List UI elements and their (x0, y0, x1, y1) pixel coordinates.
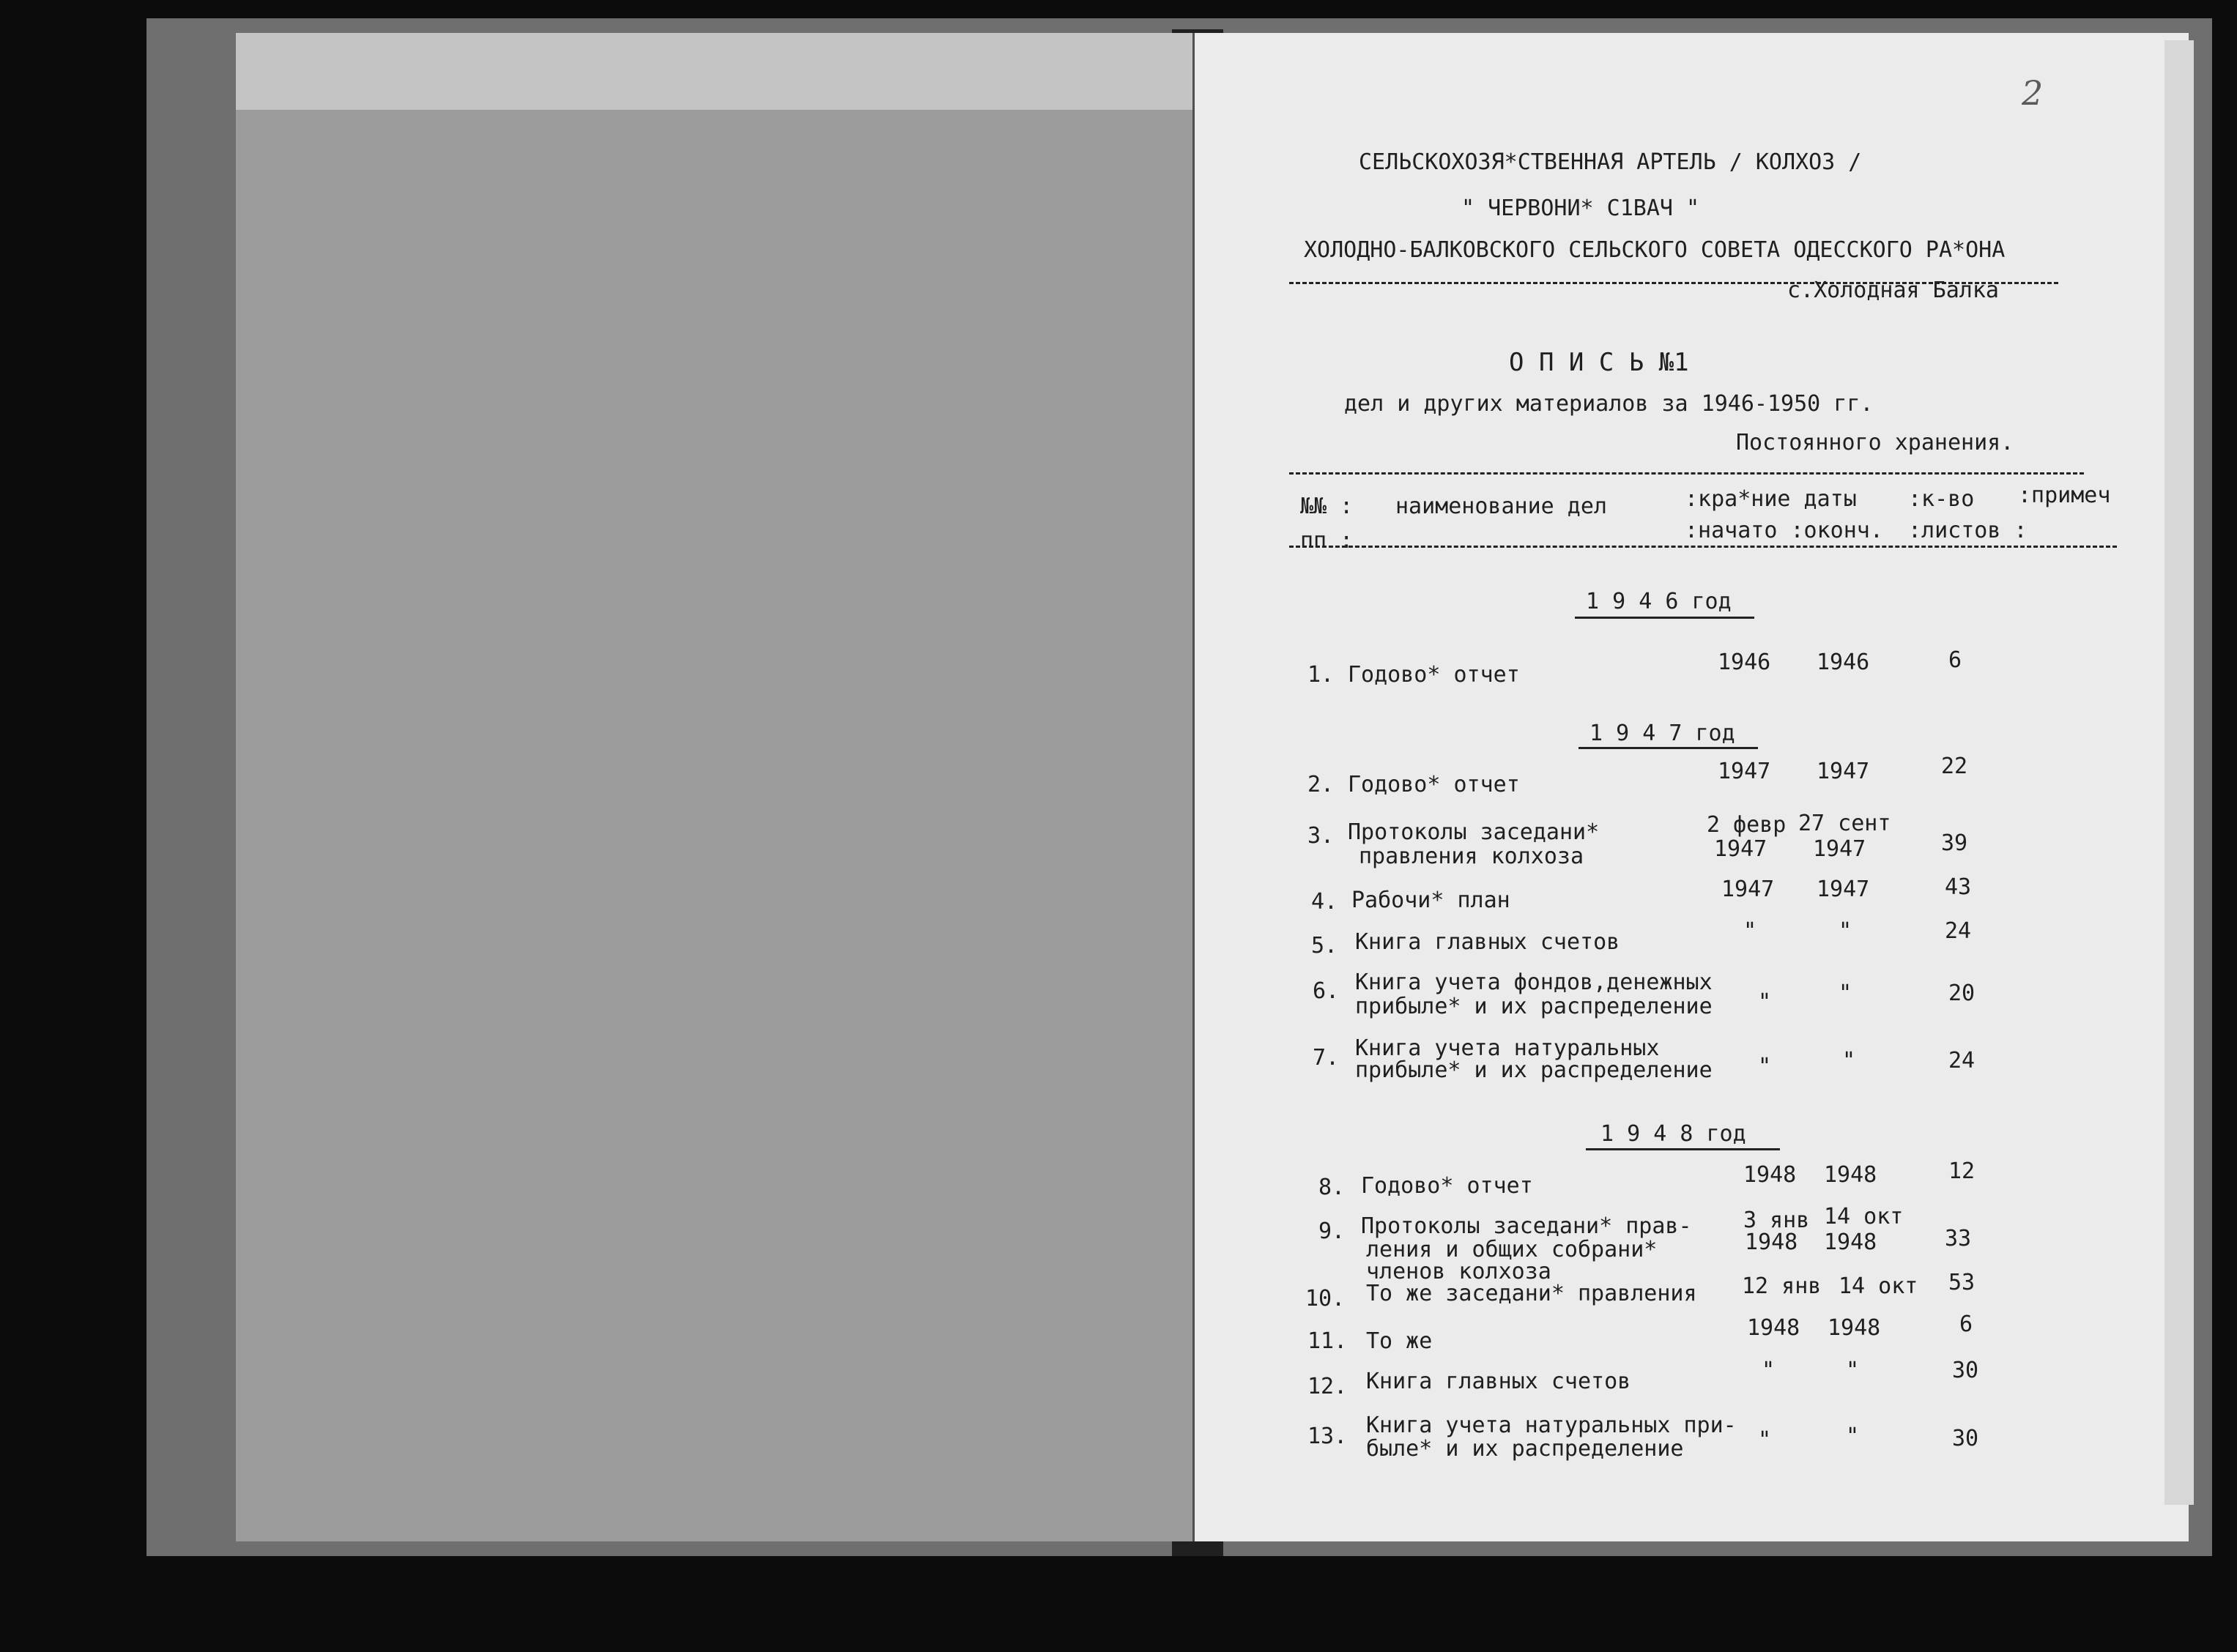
year-1947-underline (1578, 747, 1758, 749)
row-9-start-2: 1948 (1745, 1229, 1798, 1255)
col-sheets-subheader: :листов : (1908, 518, 2028, 543)
row-2-sheets: 22 (1941, 754, 1968, 779)
row-3-end-2: 1947 (1813, 836, 1866, 862)
col-dates-header: :кра*ние даты (1685, 486, 1857, 512)
header-line-2: " ЧЕРВОНИ* С1ВАЧ " (1461, 196, 1700, 221)
row-3-start-2: 1947 (1714, 836, 1767, 862)
row-10-name: То же заседани* правления (1366, 1281, 1697, 1306)
row-7-num: 7. (1313, 1045, 1340, 1071)
row-8-num: 8. (1318, 1175, 1346, 1200)
row-2-end: 1947 (1817, 759, 1870, 784)
row-9-sheets: 33 (1945, 1226, 1972, 1251)
row-6-num: 6. (1313, 978, 1340, 1004)
row-11-name: То же (1366, 1328, 1433, 1354)
village-name: с.Холодная Балка (1787, 278, 1999, 303)
col-name-header: наименование дел (1395, 494, 1607, 519)
row-7-sheets: 24 (1948, 1048, 1976, 1074)
row-12-end: " (1846, 1358, 1860, 1383)
inventory-subtitle: дел и других материалов за 1946-1950 гг. (1344, 391, 1874, 417)
row-9-name-2: ления и общих собрани* (1366, 1237, 1658, 1262)
page-number: 2 (2022, 73, 2044, 113)
row-5-num: 5. (1311, 933, 1338, 959)
row-11-start: 1948 (1747, 1315, 1800, 1341)
col-sheets-header: :к-во (1908, 486, 1975, 512)
row-5-sheets: 24 (1945, 918, 1972, 944)
row-9-name: Протоколы заседани* прав- (1361, 1213, 1692, 1239)
row-5-start: " (1743, 918, 1757, 944)
row-7-end: " (1842, 1048, 1856, 1074)
row-4-name: Рабочи* план (1351, 888, 1510, 913)
row-3-end: 27 сент (1798, 811, 1891, 836)
row-11-num: 11. (1307, 1328, 1348, 1354)
year-1946-underline (1575, 617, 1754, 619)
row-9-num: 9. (1318, 1218, 1346, 1244)
row-5-name: Книга главных счетов (1355, 929, 1620, 955)
header-line-3: ХОЛОДНО-БАЛКОВСКОГО СЕЛЬСКОГО СОВЕТА ОДЕССКОГО РА*ОНА (1304, 237, 2006, 263)
row-12-name: Книга главных счетов (1366, 1369, 1631, 1394)
row-9-end-2: 1948 (1824, 1229, 1877, 1255)
page-edges (2164, 40, 2194, 1505)
year-1948-underline (1586, 1148, 1780, 1150)
row-13-end: " (1846, 1424, 1860, 1449)
table-header-rule (1289, 546, 2117, 548)
row-4-num: 4. (1311, 889, 1338, 915)
row-11-sheets: 6 (1959, 1311, 1973, 1337)
year-1948-heading: 1 9 4 8 год (1600, 1121, 1746, 1147)
row-11-end: 1948 (1828, 1315, 1881, 1341)
row-4-start: 1947 (1721, 877, 1775, 902)
row-6-end: " (1839, 981, 1852, 1006)
row-7-start: " (1758, 1054, 1772, 1079)
row-13-sheets: 30 (1952, 1426, 1979, 1451)
col-num-header-2: пп : (1300, 528, 1354, 554)
row-8-end: 1948 (1824, 1162, 1877, 1188)
year-1947-heading: 1 9 4 7 год (1589, 721, 1735, 746)
row-12-start: " (1762, 1358, 1776, 1383)
row-7-name: Книга учета натуральных (1355, 1035, 1660, 1061)
row-3-num: 3. (1307, 823, 1335, 849)
year-1946-heading: 1 9 4 6 год (1586, 589, 1732, 614)
row-9-name-3: членов колхоза (1366, 1259, 1551, 1284)
row-13-num: 13. (1307, 1424, 1348, 1449)
row-4-end: 1947 (1817, 877, 1870, 902)
row-10-num: 10. (1305, 1286, 1346, 1311)
row-6-name-2: прибыле* и их распределение (1355, 994, 1713, 1019)
row-13-start: " (1758, 1427, 1772, 1453)
col-num-header: №№ : (1300, 494, 1354, 519)
header-line-1: СЕЛЬСКОХОЗЯ*СТВЕННАЯ АРТЕЛЬ / КОЛХОЗ / (1359, 149, 1862, 175)
row-6-name: Книга учета фондов,денежных (1355, 970, 1713, 995)
row-1-start: 1946 (1718, 650, 1771, 675)
row-12-num: 12. (1307, 1374, 1348, 1399)
row-8-name: Годово* отчет (1361, 1173, 1533, 1199)
row-6-start: " (1758, 989, 1772, 1015)
blank-left-page (236, 33, 1203, 1541)
row-4-sheets: 43 (1945, 874, 1972, 900)
left-page-top-strip (236, 33, 1203, 110)
storage-type: Постоянного хранения. (1736, 430, 2014, 455)
row-12-sheets: 30 (1952, 1358, 1979, 1383)
row-10-sheets: 53 (1948, 1270, 1976, 1295)
table-top-rule (1289, 472, 2084, 475)
row-8-sheets: 12 (1948, 1158, 1976, 1184)
row-6-sheets: 20 (1948, 981, 1976, 1006)
row-1-name: Годово* отчет (1348, 662, 1520, 688)
row-3-name: Протоколы заседани* (1348, 819, 1600, 845)
inventory-heading: О П И С Ь №1 (1509, 348, 1689, 377)
row-3-start: 2 февр (1707, 812, 1787, 838)
row-2-start: 1947 (1718, 759, 1771, 784)
row-9-start: 3 янв (1743, 1208, 1810, 1233)
row-10-end: 14 окт (1839, 1273, 1918, 1299)
row-13-name-2: быле* и их распределение (1366, 1436, 1684, 1462)
row-1-sheets: 6 (1948, 647, 1962, 673)
row-9-end: 14 окт (1824, 1204, 1904, 1229)
row-7-name-2: прибыле* и их распределение (1355, 1057, 1713, 1083)
col-dates-subheader: :начато :оконч. (1685, 518, 1883, 543)
row-3-sheets: 39 (1941, 830, 1968, 856)
row-3-name-2: правления колхоза (1359, 844, 1584, 869)
row-1-num: 1. (1307, 662, 1335, 688)
row-13-name: Книга учета натуральных при- (1366, 1413, 1737, 1438)
row-1-end: 1946 (1817, 650, 1870, 675)
row-5-end: " (1839, 918, 1852, 944)
row-2-num: 2. (1307, 772, 1335, 797)
row-2-name: Годово* отчет (1348, 772, 1520, 797)
row-8-start: 1948 (1743, 1162, 1797, 1188)
row-10-start: 12 янв (1742, 1273, 1822, 1299)
col-notes-header: :примеч (2018, 483, 2111, 508)
